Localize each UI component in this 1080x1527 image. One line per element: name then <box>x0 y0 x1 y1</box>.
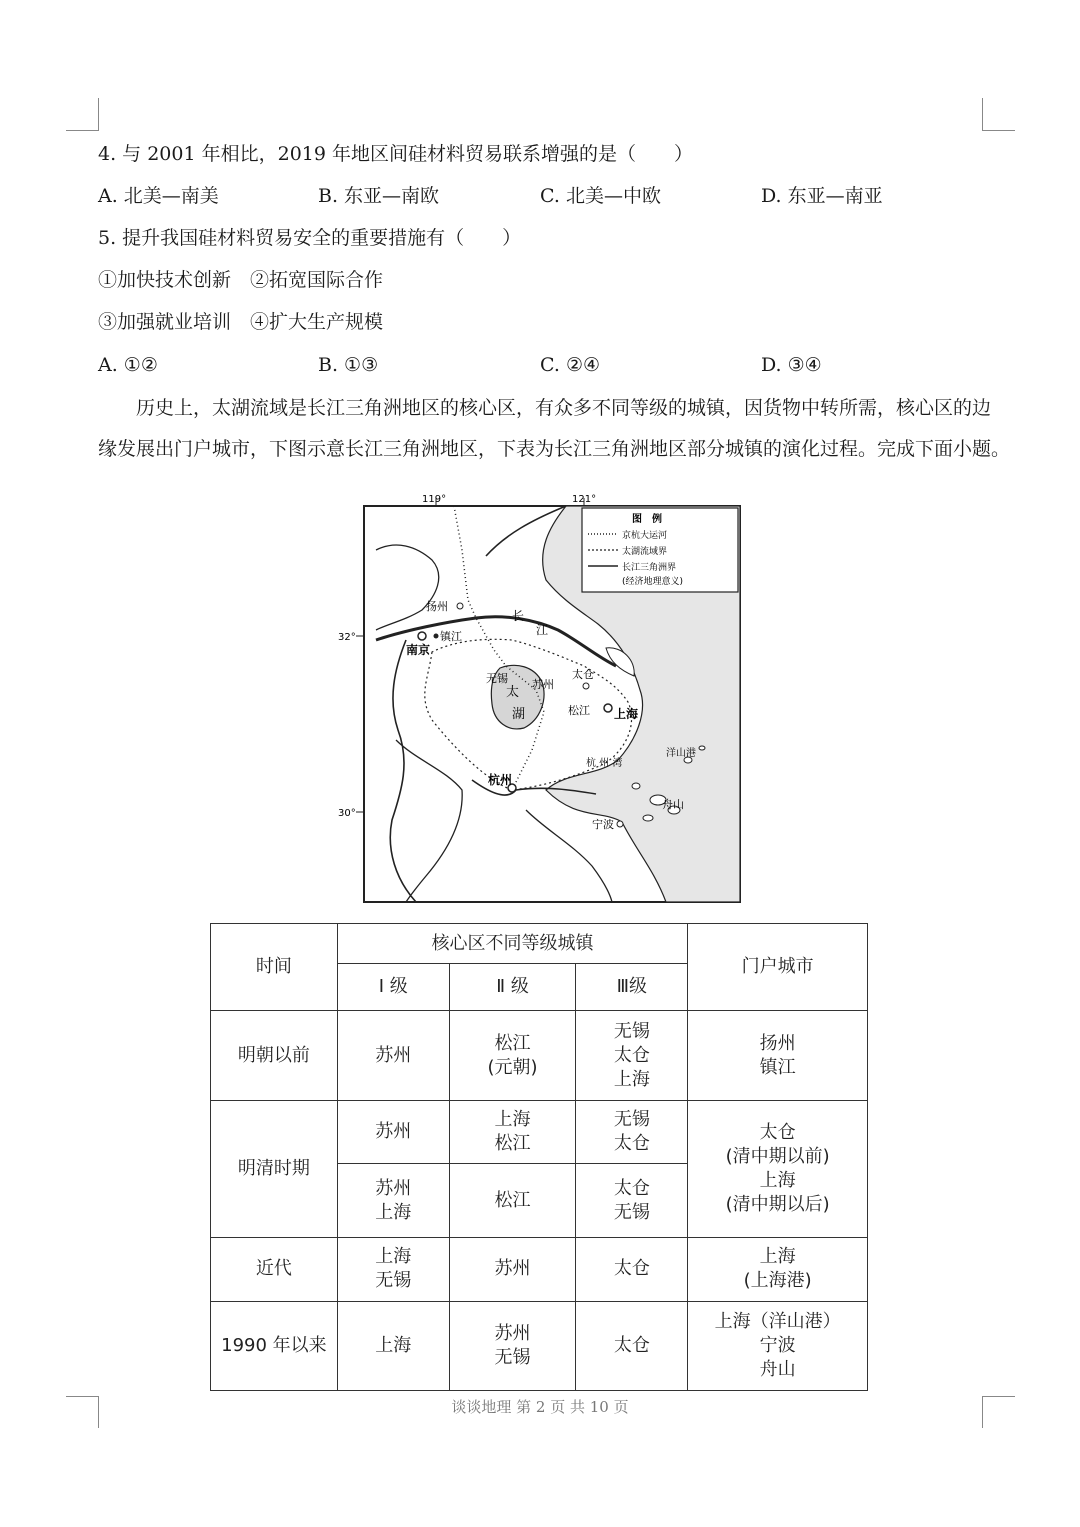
place-jiang: 江 <box>536 623 549 637</box>
place-songjiang: 松江 <box>568 704 590 717</box>
header-level-2: Ⅱ 级 <box>449 964 576 1011</box>
passage-line-2: 缘发展出门户城市，下图示意长江三角洲地区，下表为长江三角洲地区部分城镇的演化过程。完成下面小题。 <box>98 438 1011 460</box>
place-ningbo: 宁波 <box>592 818 614 831</box>
place-suzhou: 苏州 <box>532 678 554 691</box>
q5-option-b[interactable]: B. ①③ <box>318 354 379 376</box>
place-nanjing: 南京 <box>406 643 431 657</box>
legend-delta-boundary: 长江三角洲界 <box>622 563 677 573</box>
table-row <box>211 1101 868 1164</box>
cell-l1: 上海 无锡 <box>337 1237 449 1301</box>
cell-l3: 太仓 <box>576 1237 688 1301</box>
legend-delta-note: (经济地理意义) <box>622 577 684 587</box>
legend-taihu-boundary: 太湖流域界 <box>622 547 668 557</box>
cell-gate: 上海 (上海港) <box>688 1237 868 1301</box>
place-zhoushan: 舟山 <box>662 798 684 811</box>
page-footer: 谈谈地理 第 2 页 共 10 页 <box>451 1398 629 1416</box>
crop-mark-tr-v <box>982 98 983 130</box>
cell-l1: 苏州 <box>337 1101 449 1164</box>
q4-option-c[interactable]: C. 北美—中欧 <box>540 185 661 207</box>
crop-mark-tl-h <box>66 130 99 131</box>
place-taihu-2: 湖 <box>512 707 526 722</box>
question-4-stem: 4. 与 2001 年相比，2019 年地区间硅材料贸易联系增强的是（ ） <box>98 143 693 165</box>
place-taihu-1: 太 <box>506 685 520 700</box>
cell-gate: 太仓 (清中期以前) 上海 (清中期以后) <box>688 1101 868 1237</box>
q5-option-c[interactable]: C. ②④ <box>540 354 601 376</box>
crop-mark-tr-h <box>982 130 1015 131</box>
lon-label-119: 119° <box>422 494 447 505</box>
place-shanghai: 上海 <box>614 707 639 721</box>
town-evolution-table <box>210 923 868 1391</box>
cell-l1: 上海 <box>337 1301 449 1390</box>
header-gateway: 门户城市 <box>688 924 868 1011</box>
q4-option-b[interactable]: B. 东亚—南欧 <box>318 185 440 207</box>
table-row <box>211 1301 868 1390</box>
q5-items-line-2: ③加强就业培训 ④扩大生产规模 <box>98 311 384 333</box>
lat-label-30: 30° <box>338 808 356 819</box>
lat-label-32: 32° <box>338 632 356 643</box>
yangtze-delta-map <box>336 490 746 910</box>
header-time: 时间 <box>211 924 338 1011</box>
cell-time: 近代 <box>211 1237 338 1301</box>
legend-grand-canal: 京杭大运河 <box>622 531 668 541</box>
cell-l1: 苏州 上海 <box>337 1164 449 1237</box>
passage-line-1: 历史上，太湖流域是长江三角洲地区的核心区，有众多不同等级的城镇，因货物中转所需，核心区的边 <box>136 397 992 419</box>
place-zhenjiang: 镇江 <box>440 630 462 643</box>
cell-l2: 苏州 无锡 <box>449 1301 576 1390</box>
header-core: 核心区不同等级城镇 <box>337 924 687 964</box>
cell-l3: 太仓 无锡 <box>576 1164 688 1237</box>
cell-l2: 松江 <box>449 1164 576 1237</box>
q4-option-d[interactable]: D. 东亚—南亚 <box>761 185 883 207</box>
q5-option-a[interactable]: A. ①② <box>98 354 158 376</box>
cell-time: 1990 年以来 <box>211 1301 338 1390</box>
legend-title: 图 例 <box>632 514 662 525</box>
lon-label-121: 121° <box>572 494 597 505</box>
header-level-1: Ⅰ 级 <box>337 964 449 1011</box>
header-level-3: Ⅲ级 <box>576 964 688 1011</box>
place-yangshan: 洋山港 <box>666 748 696 759</box>
place-taicang: 太仓 <box>572 668 594 681</box>
cell-l2: 松江 (元朝) <box>449 1011 576 1101</box>
place-wuxi: 无锡 <box>486 672 508 685</box>
place-chang: 长 <box>512 609 525 623</box>
table-row <box>211 1011 868 1101</box>
cell-l3: 太仓 <box>576 1301 688 1390</box>
q5-items-line-1: ①加快技术创新 ②拓宽国际合作 <box>98 269 384 291</box>
crop-mark-tl-v <box>98 98 99 130</box>
q5-option-d[interactable]: D. ③④ <box>761 354 822 376</box>
cell-time: 明朝以前 <box>211 1011 338 1101</box>
place-hangzhou: 杭州 <box>488 773 513 787</box>
cell-l2: 苏州 <box>449 1237 576 1301</box>
cell-l3: 无锡 太仓 上海 <box>576 1011 688 1101</box>
cell-l3: 无锡 太仓 <box>576 1101 688 1164</box>
cell-gate: 扬州 镇江 <box>688 1011 868 1101</box>
cell-l1: 苏州 <box>337 1011 449 1101</box>
cell-l2: 上海 松江 <box>449 1101 576 1164</box>
cell-gate: 上海（洋山港） 宁波 舟山 <box>688 1301 868 1390</box>
place-hangzhou-bay: 杭 州 湾 <box>586 758 623 769</box>
place-yangzhou: 扬州 <box>426 600 448 613</box>
table-row <box>211 1237 868 1301</box>
q4-option-a[interactable]: A. 北美—南美 <box>98 185 219 207</box>
question-5-stem: 5. 提升我国硅材料贸易安全的重要措施有（ ） <box>98 227 522 249</box>
cell-time: 明清时期 <box>211 1101 338 1237</box>
